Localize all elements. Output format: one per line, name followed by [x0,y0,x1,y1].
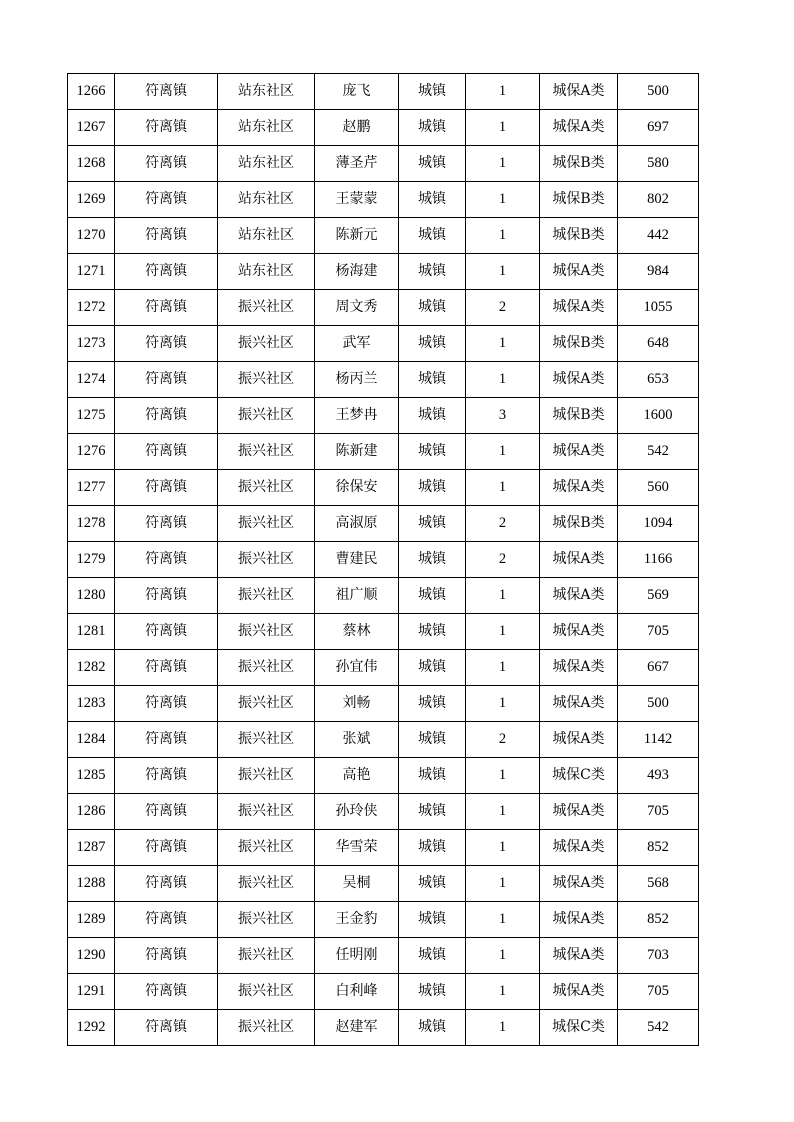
community-cell: 振兴社区 [218,938,315,974]
amount-cell: 568 [618,866,699,902]
category-cell: 城镇 [399,110,466,146]
table-row [68,650,699,686]
category-cell: 城镇 [399,470,466,506]
name-cell: 杨丙兰 [315,362,399,398]
name-cell: 庞飞 [315,74,399,110]
table-row [68,182,699,218]
amount-cell: 580 [618,146,699,182]
table-row [68,434,699,470]
household-count-cell: 1 [466,614,540,650]
town-cell: 符离镇 [115,290,218,326]
household-count-cell: 1 [466,254,540,290]
insurance-type-cell: 城保A类 [540,542,618,578]
table-row [68,614,699,650]
category-cell: 城镇 [399,830,466,866]
community-cell: 振兴社区 [218,326,315,362]
community-cell: 振兴社区 [218,470,315,506]
records-body [68,74,699,1046]
name-cell: 高淑原 [315,506,399,542]
town-cell: 符离镇 [115,470,218,506]
category-cell: 城镇 [399,650,466,686]
row-number-cell: 1287 [68,830,115,866]
town-cell: 符离镇 [115,794,218,830]
community-cell: 振兴社区 [218,974,315,1010]
community-cell: 振兴社区 [218,578,315,614]
household-count-cell: 2 [466,506,540,542]
table-row [68,254,699,290]
insurance-type-cell: 城保A类 [540,974,618,1010]
insurance-type-cell: 城保A类 [540,362,618,398]
insurance-type-cell: 城保A类 [540,866,618,902]
insurance-type-cell: 城保A类 [540,722,618,758]
table-row [68,866,699,902]
town-cell: 符离镇 [115,326,218,362]
table-row [68,830,699,866]
row-number-cell: 1283 [68,686,115,722]
category-cell: 城镇 [399,146,466,182]
row-number-cell: 1273 [68,326,115,362]
amount-cell: 1094 [618,506,699,542]
category-cell: 城镇 [399,182,466,218]
row-number-cell: 1270 [68,218,115,254]
row-number-cell: 1278 [68,506,115,542]
amount-cell: 653 [618,362,699,398]
town-cell: 符离镇 [115,74,218,110]
row-number-cell: 1292 [68,1010,115,1046]
category-cell: 城镇 [399,614,466,650]
insurance-type-cell: 城保A类 [540,650,618,686]
amount-cell: 705 [618,974,699,1010]
row-number-cell: 1274 [68,362,115,398]
household-count-cell: 1 [466,362,540,398]
community-cell: 振兴社区 [218,398,315,434]
community-cell: 振兴社区 [218,830,315,866]
insurance-type-cell: 城保A类 [540,74,618,110]
household-count-cell: 1 [466,326,540,362]
records-table [67,73,699,1046]
town-cell: 符离镇 [115,182,218,218]
name-cell: 杨海建 [315,254,399,290]
category-cell: 城镇 [399,542,466,578]
row-number-cell: 1272 [68,290,115,326]
amount-cell: 500 [618,74,699,110]
household-count-cell: 1 [466,1010,540,1046]
insurance-type-cell: 城保B类 [540,182,618,218]
town-cell: 符离镇 [115,830,218,866]
insurance-type-cell: 城保A类 [540,434,618,470]
amount-cell: 542 [618,434,699,470]
insurance-type-cell: 城保B类 [540,398,618,434]
category-cell: 城镇 [399,74,466,110]
insurance-type-cell: 城保A类 [540,470,618,506]
category-cell: 城镇 [399,218,466,254]
table-row [68,218,699,254]
name-cell: 王金豹 [315,902,399,938]
household-count-cell: 1 [466,578,540,614]
household-count-cell: 1 [466,794,540,830]
insurance-type-cell: 城保A类 [540,110,618,146]
name-cell: 陈新元 [315,218,399,254]
amount-cell: 1055 [618,290,699,326]
table-row [68,686,699,722]
table-row [68,110,699,146]
name-cell: 王梦冉 [315,398,399,434]
household-count-cell: 1 [466,74,540,110]
row-number-cell: 1266 [68,74,115,110]
community-cell: 振兴社区 [218,722,315,758]
name-cell: 周文秀 [315,290,399,326]
community-cell: 振兴社区 [218,866,315,902]
town-cell: 符离镇 [115,506,218,542]
table-row [68,542,699,578]
town-cell: 符离镇 [115,722,218,758]
table-row [68,290,699,326]
table-row [68,146,699,182]
table-row [68,578,699,614]
name-cell: 陈新建 [315,434,399,470]
household-count-cell: 1 [466,830,540,866]
name-cell: 华雪荣 [315,830,399,866]
insurance-type-cell: 城保B类 [540,146,618,182]
table-row [68,362,699,398]
amount-cell: 1600 [618,398,699,434]
row-number-cell: 1271 [68,254,115,290]
table-row [68,326,699,362]
insurance-type-cell: 城保A类 [540,254,618,290]
town-cell: 符离镇 [115,758,218,794]
community-cell: 振兴社区 [218,614,315,650]
name-cell: 吴桐 [315,866,399,902]
community-cell: 站东社区 [218,146,315,182]
table-row [68,74,699,110]
household-count-cell: 2 [466,722,540,758]
table-row [68,506,699,542]
household-count-cell: 1 [466,110,540,146]
name-cell: 孙宜伟 [315,650,399,686]
town-cell: 符离镇 [115,110,218,146]
insurance-type-cell: 城保C类 [540,758,618,794]
insurance-type-cell: 城保A类 [540,614,618,650]
name-cell: 高艳 [315,758,399,794]
name-cell: 王蒙蒙 [315,182,399,218]
name-cell: 刘畅 [315,686,399,722]
household-count-cell: 1 [466,758,540,794]
town-cell: 符离镇 [115,578,218,614]
community-cell: 振兴社区 [218,1010,315,1046]
table-row [68,1010,699,1046]
insurance-type-cell: 城保C类 [540,1010,618,1046]
row-number-cell: 1280 [68,578,115,614]
community-cell: 振兴社区 [218,542,315,578]
amount-cell: 705 [618,614,699,650]
insurance-type-cell: 城保B类 [540,326,618,362]
name-cell: 武军 [315,326,399,362]
community-cell: 振兴社区 [218,758,315,794]
row-number-cell: 1269 [68,182,115,218]
community-cell: 振兴社区 [218,686,315,722]
name-cell: 祖广顺 [315,578,399,614]
name-cell: 孙玲侠 [315,794,399,830]
category-cell: 城镇 [399,974,466,1010]
row-number-cell: 1286 [68,794,115,830]
household-count-cell: 2 [466,542,540,578]
community-cell: 振兴社区 [218,362,315,398]
community-cell: 振兴社区 [218,902,315,938]
household-count-cell: 1 [466,938,540,974]
town-cell: 符离镇 [115,542,218,578]
town-cell: 符离镇 [115,974,218,1010]
town-cell: 符离镇 [115,254,218,290]
insurance-type-cell: 城保A类 [540,686,618,722]
town-cell: 符离镇 [115,866,218,902]
table-row [68,794,699,830]
amount-cell: 984 [618,254,699,290]
insurance-type-cell: 城保A类 [540,290,618,326]
household-count-cell: 1 [466,434,540,470]
name-cell: 任明刚 [315,938,399,974]
insurance-type-cell: 城保A类 [540,578,618,614]
household-count-cell: 1 [466,218,540,254]
category-cell: 城镇 [399,722,466,758]
name-cell: 曹建民 [315,542,399,578]
name-cell: 蔡林 [315,614,399,650]
table-row [68,398,699,434]
household-count-cell: 1 [466,182,540,218]
row-number-cell: 1289 [68,902,115,938]
row-number-cell: 1281 [68,614,115,650]
table-row [68,470,699,506]
name-cell: 赵鹏 [315,110,399,146]
insurance-type-cell: 城保A类 [540,830,618,866]
household-count-cell: 1 [466,146,540,182]
household-count-cell: 2 [466,290,540,326]
amount-cell: 493 [618,758,699,794]
community-cell: 振兴社区 [218,434,315,470]
town-cell: 符离镇 [115,218,218,254]
town-cell: 符离镇 [115,614,218,650]
row-number-cell: 1277 [68,470,115,506]
community-cell: 振兴社区 [218,794,315,830]
household-count-cell: 1 [466,866,540,902]
insurance-type-cell: 城保A类 [540,902,618,938]
amount-cell: 442 [618,218,699,254]
household-count-cell: 3 [466,398,540,434]
row-number-cell: 1282 [68,650,115,686]
row-number-cell: 1291 [68,974,115,1010]
category-cell: 城镇 [399,578,466,614]
amount-cell: 569 [618,578,699,614]
table-row [68,758,699,794]
town-cell: 符离镇 [115,1010,218,1046]
town-cell: 符离镇 [115,434,218,470]
insurance-type-cell: 城保A类 [540,938,618,974]
community-cell: 振兴社区 [218,506,315,542]
table-row [68,722,699,758]
row-number-cell: 1275 [68,398,115,434]
category-cell: 城镇 [399,290,466,326]
amount-cell: 703 [618,938,699,974]
community-cell: 振兴社区 [218,290,315,326]
table-row [68,974,699,1010]
category-cell: 城镇 [399,326,466,362]
household-count-cell: 1 [466,686,540,722]
category-cell: 城镇 [399,434,466,470]
table-row [68,938,699,974]
town-cell: 符离镇 [115,398,218,434]
name-cell: 徐保安 [315,470,399,506]
amount-cell: 648 [618,326,699,362]
insurance-type-cell: 城保A类 [540,794,618,830]
category-cell: 城镇 [399,794,466,830]
name-cell: 白利峰 [315,974,399,1010]
row-number-cell: 1268 [68,146,115,182]
row-number-cell: 1267 [68,110,115,146]
row-number-cell: 1290 [68,938,115,974]
town-cell: 符离镇 [115,938,218,974]
row-number-cell: 1285 [68,758,115,794]
row-number-cell: 1288 [68,866,115,902]
household-count-cell: 1 [466,650,540,686]
town-cell: 符离镇 [115,686,218,722]
row-number-cell: 1279 [68,542,115,578]
amount-cell: 705 [618,794,699,830]
household-count-cell: 1 [466,470,540,506]
household-count-cell: 1 [466,974,540,1010]
town-cell: 符离镇 [115,650,218,686]
insurance-type-cell: 城保B类 [540,218,618,254]
community-cell: 站东社区 [218,254,315,290]
insurance-type-cell: 城保B类 [540,506,618,542]
row-number-cell: 1276 [68,434,115,470]
community-cell: 站东社区 [218,218,315,254]
category-cell: 城镇 [399,506,466,542]
amount-cell: 560 [618,470,699,506]
amount-cell: 802 [618,182,699,218]
category-cell: 城镇 [399,866,466,902]
amount-cell: 1166 [618,542,699,578]
category-cell: 城镇 [399,254,466,290]
town-cell: 符离镇 [115,146,218,182]
amount-cell: 542 [618,1010,699,1046]
community-cell: 站东社区 [218,110,315,146]
category-cell: 城镇 [399,686,466,722]
household-count-cell: 1 [466,902,540,938]
community-cell: 站东社区 [218,74,315,110]
community-cell: 站东社区 [218,182,315,218]
row-number-cell: 1284 [68,722,115,758]
category-cell: 城镇 [399,758,466,794]
name-cell: 赵建军 [315,1010,399,1046]
amount-cell: 1142 [618,722,699,758]
amount-cell: 852 [618,830,699,866]
category-cell: 城镇 [399,938,466,974]
category-cell: 城镇 [399,362,466,398]
amount-cell: 697 [618,110,699,146]
table-row [68,902,699,938]
category-cell: 城镇 [399,1010,466,1046]
town-cell: 符离镇 [115,902,218,938]
amount-cell: 852 [618,902,699,938]
name-cell: 薄圣芹 [315,146,399,182]
amount-cell: 667 [618,650,699,686]
name-cell: 张斌 [315,722,399,758]
category-cell: 城镇 [399,902,466,938]
amount-cell: 500 [618,686,699,722]
town-cell: 符离镇 [115,362,218,398]
community-cell: 振兴社区 [218,650,315,686]
category-cell: 城镇 [399,398,466,434]
